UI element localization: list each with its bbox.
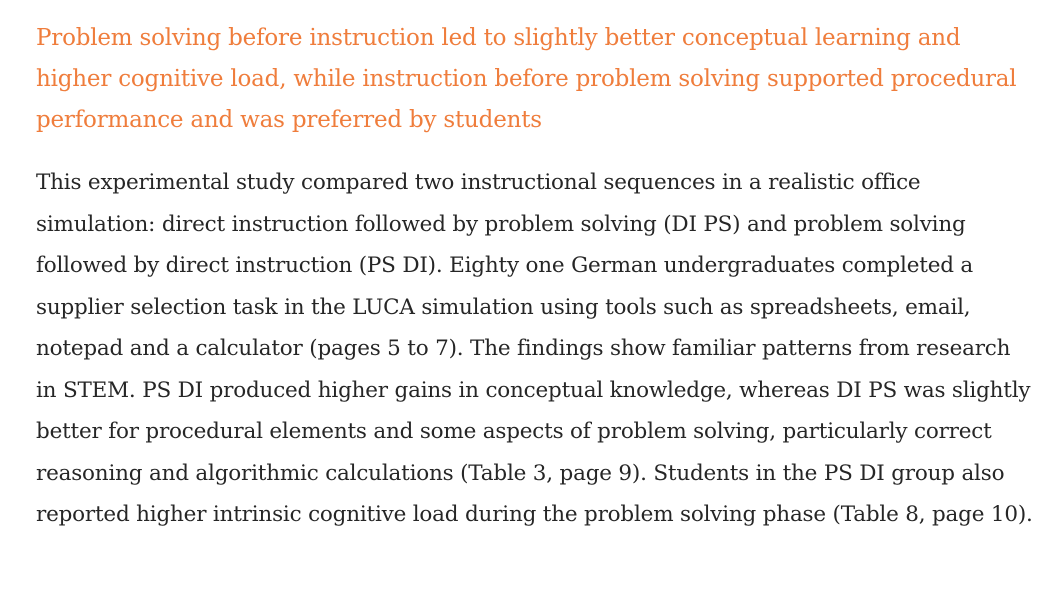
article-body: This experimental study compared two instructional sequences in a realistic office simulation: direct instruction followed by problem solving (DI PS) and problem solving followed by direct instruction (PS DI). Eighty one German undergraduates completed a supplier selection task in the LUCA simulation using tools such as spreadsheets, email, notepad and a calculator (pages 5 to 7). The findings show familiar patterns from research in STEM. PS DI produced higher gains in conceptual knowledge, whereas DI PS was slightly better for procedural elements and some aspects of problem solving, particularly correct reasoning and algorithmic calculations (Table 3, page 9). Students in the PS DI group also reported higher intrinsic cognitive load during the problem solving phase (Table 8, page 10). — [36, 170, 1033, 527]
article-headline: Problem solving before instruction led to slightly better conceptual learning and higher cognitive load, while instruction before problem solving supported procedural performance and was preferred by students — [36, 25, 1017, 133]
article — [36, 18, 1036, 536]
